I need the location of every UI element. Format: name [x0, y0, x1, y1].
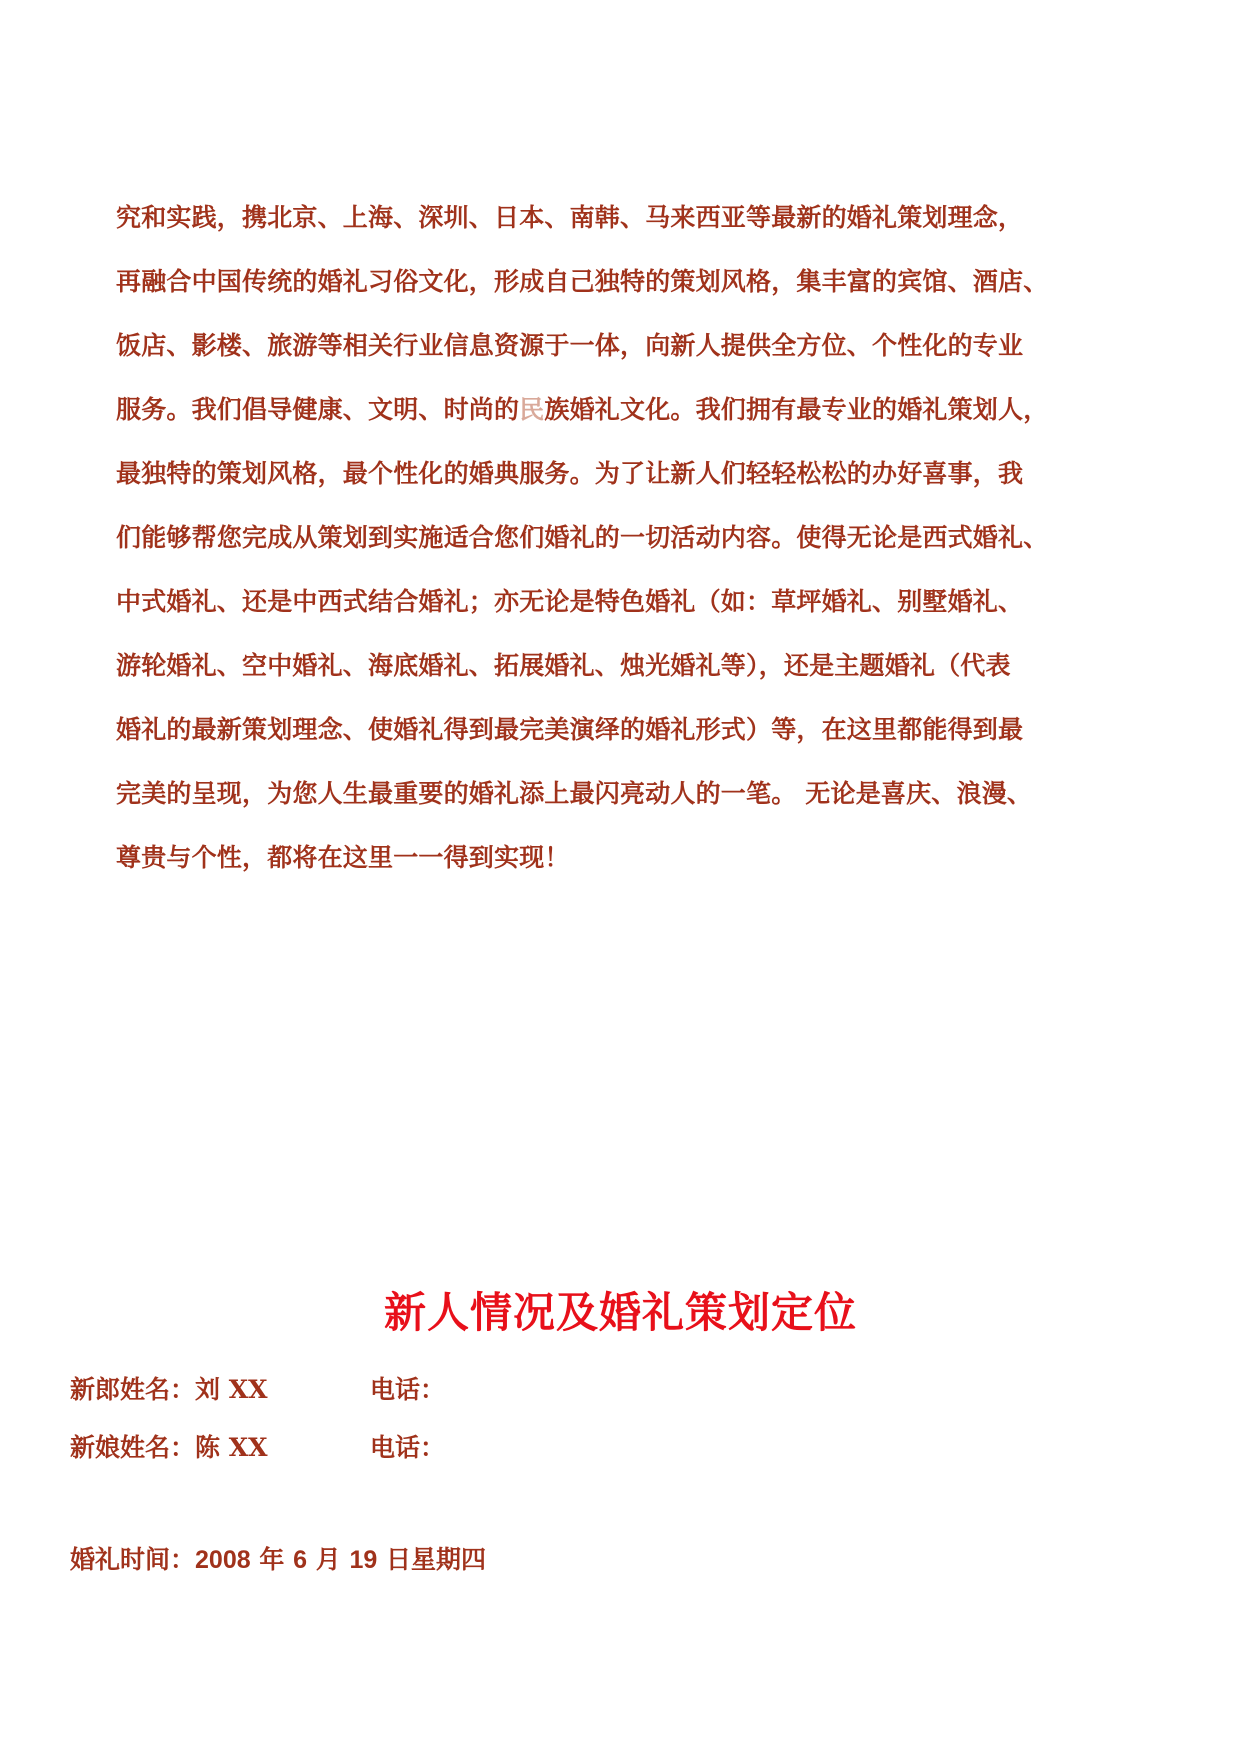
intro-line: 完美的呈现，为您人生最重要的婚礼添上最闪亮动人的一笔。 无论是喜庆、浪漫、 [116, 779, 1033, 808]
wedding-year-unit: 年 [259, 1545, 285, 1574]
intro-line: 游轮婚礼、空中婚礼、海底婚礼、拓展婚礼、烛光婚礼等），还是主题婚礼（代表 [116, 651, 1011, 680]
wedding-time-label: 婚礼时间： [70, 1545, 196, 1574]
wedding-month: 6 [293, 1546, 307, 1574]
intro-line: 再融合中国传统的婚礼习俗文化，形成自己独特的策划风格，集丰富的宾馆、酒店、 [116, 267, 1049, 296]
wedding-day: 19 [349, 1546, 378, 1574]
intro-line-with-faded-char [116, 378, 1166, 442]
groom-phone-label: 电话： [370, 1375, 446, 1404]
groom-info-row [70, 1370, 446, 1406]
bride-phone-label: 电话： [370, 1433, 446, 1462]
intro-paragraph [116, 186, 1166, 890]
wedding-time-row [70, 1540, 486, 1576]
groom-name-value: 刘 XX [195, 1375, 268, 1404]
wedding-year: 2008 [195, 1546, 251, 1574]
bride-info-row [70, 1428, 446, 1464]
intro-line-part: 族婚礼文化。我们拥有最专业的婚礼策划人， [544, 395, 1049, 424]
bride-name-label: 新娘姓名： [70, 1433, 196, 1462]
intro-line: 饭店、影楼、旅游等相关行业信息资源于一体，向新人提供全方位、个性化的专业 [116, 331, 1024, 360]
wedding-month-unit: 月 [315, 1545, 341, 1574]
intro-line: 中式婚礼、还是中西式结合婚礼；亦无论是特色婚礼（如：草坪婚礼、别墅婚礼、 [116, 587, 1024, 616]
groom-name-label: 新郎姓名： [70, 1375, 196, 1404]
intro-line: 尊贵与个性，都将在这里一一得到实现！ [116, 843, 570, 872]
intro-line: 们能够帮您完成从策划到实施适合您们婚礼的一切活动内容。使得无论是西式婚礼、 [116, 523, 1049, 552]
bride-name-value: 陈 XX [195, 1433, 268, 1462]
intro-line: 婚礼的最新策划理念、使婚礼得到最完美演绎的婚礼形式）等，在这里都能得到最 [116, 715, 1024, 744]
intro-line: 究和实践，携北京、上海、深圳、日本、南韩、马来西亚等最新的婚礼策划理念， [116, 203, 1024, 232]
faded-character: 民 [519, 395, 545, 424]
intro-line: 最独特的策划风格，最个性化的婚典服务。为了让新人们轻轻松松的办好喜事，我 [116, 459, 1024, 488]
section-title: 新人情况及婚礼策划定位 [383, 1288, 857, 1337]
intro-line-part: 服务。我们倡导健康、文明、时尚的 [116, 395, 520, 424]
wedding-day-unit: 日星期四 [385, 1545, 486, 1574]
